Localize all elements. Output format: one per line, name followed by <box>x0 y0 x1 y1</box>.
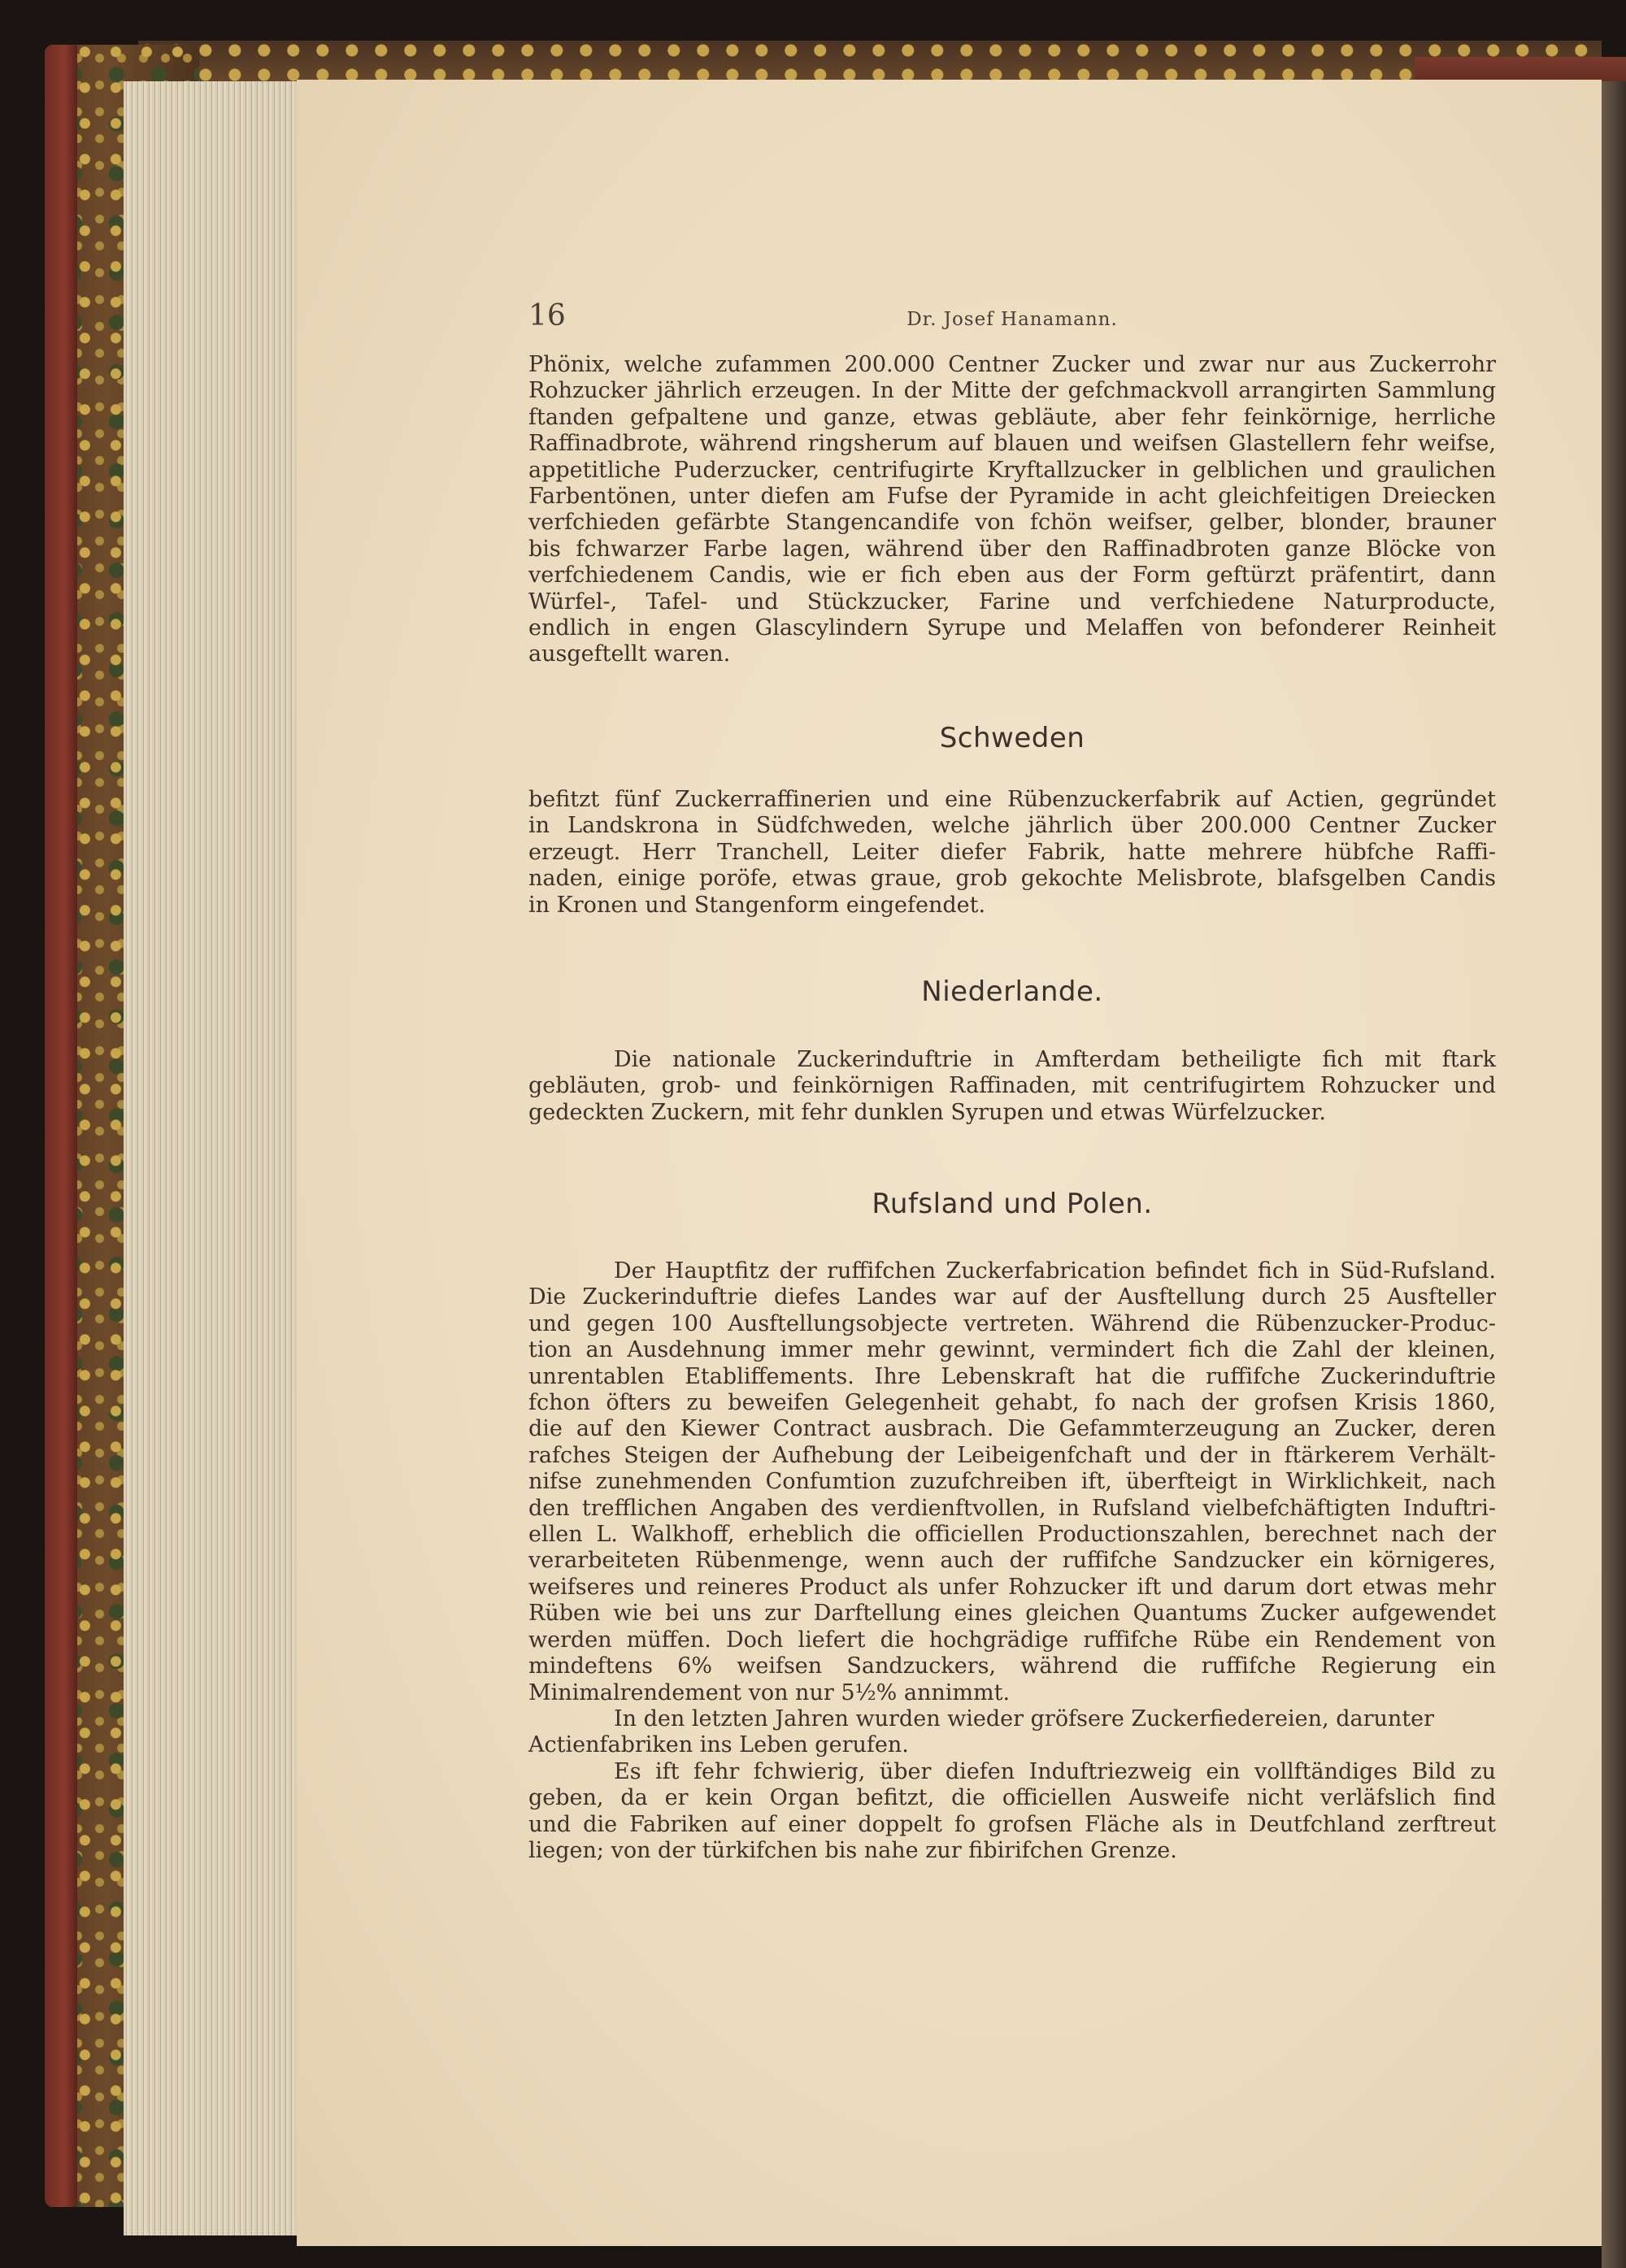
text-line: werden müffen. Doch liefert die hochgrädige ruffifche Rübe ein Rendement von <box>528 1627 1496 1653</box>
text-line: rafches Steigen der Aufhebung der Leibeigenfchaft und der in ftärkerem Verhält- <box>528 1442 1496 1468</box>
author-header: Dr. Josef Hanamann. <box>906 309 1118 330</box>
text-line: Minimalrendement von nur 5½% annimmt. <box>528 1679 1011 1705</box>
text-line: tion an Ausdehnung immer mehr gewinnt, vermindert fich die Zahl der kleinen, <box>528 1337 1496 1363</box>
text-line: verarbeiteten Rübenmenge, wenn auch der ruffifche Sandzucker ein körnigeres, <box>528 1548 1496 1574</box>
text-line: und gegen 100 Ausftellungsobjecte vertreten. Während die Rübenzucker-Produc- <box>528 1310 1496 1336</box>
text-line: Rüben wie bei uns zur Darftellung eines gleichen Quantums Zucker aufgewendet <box>528 1601 1496 1627</box>
text-line: fchon öfters zu beweifen Gelegenheit gehabt, fo nach der grofsen Krisis 1860, <box>528 1390 1496 1416</box>
text-line: endlich in engen Glascylindern Syrupe und Melaffen von befonderer Reinheit <box>528 615 1496 641</box>
text-line: Rohzucker jährlich erzeugen. In der Mitte der gefchmackvoll arrangirten Sammlung <box>528 378 1496 404</box>
text-line: Die Zuckerinduftrie diefes Landes war auf der Ausftellung durch 25 Ausfteller <box>528 1284 1496 1310</box>
text-line: geben, da er kein Organ befitzt, die officiellen Ausweife nicht verläfslich find <box>528 1785 1496 1811</box>
text-line: ellen L. Walkhoff, erheblich die officiellen Productionszahlen, berechnet nach der <box>528 1522 1496 1548</box>
text-line: ausgeftellt waren. <box>528 641 731 667</box>
text-line: gebläuten, grob- und feinkörnigen Raffinaden, mit centrifugirtem Rohzucker und <box>528 1073 1496 1099</box>
niederlande-paragraph <box>528 1047 1496 1126</box>
text-line: Der Hauptfitz der ruffifchen Zuckerfabrication befindet fich in Süd-Rufsland. <box>614 1258 1496 1284</box>
book-spine <box>45 45 77 2207</box>
schweden-paragraph <box>528 787 1496 919</box>
text-line: Die nationale Zuckerinduftrie in Amfterdam betheiligte fich mit ftark <box>614 1047 1496 1072</box>
book-page <box>297 80 1602 2246</box>
text-line: Würfel-, Tafel- und Stückzucker, Farine und verfchiedene Naturproducte, <box>528 589 1496 615</box>
text-line: nifse zunehmenden Confumtion zuzufchreiben ift, überfteigt in Wirklichkeit, nach <box>528 1469 1496 1495</box>
text-line: Raffinadbrote, während ringsherum auf blauen und weifsen Glastellern fehr weifse, <box>528 431 1496 457</box>
text-line: In den letzten Jahren wurden wieder gröfsere Zuckerfiedereien, darunter <box>614 1705 1435 1731</box>
text-line: bis fchwarzer Farbe lagen, während über den Raffinadbroten ganze Blöcke von <box>528 536 1496 562</box>
text-line: verfchieden gefärbte Stangencandife von fchön weifser, gelber, blonder, brauner <box>528 510 1496 536</box>
text-line: appetitliche Puderzucker, centrifugirte Kryftallzucker in gelblichen und graulichen <box>528 457 1496 483</box>
text-line: ftanden gefpaltene und ganze, etwas gebläute, aber fehr feinkörnige, herrliche <box>528 404 1496 430</box>
text-line: den trefflichen Angaben des verdienftvollen, in Rufsland vielbefchäftigten Induftri- <box>528 1495 1496 1521</box>
page-stack-edges <box>124 81 319 2235</box>
text-line: Actienfabriken ins Leben gerufen. <box>528 1732 909 1758</box>
text-line: in Kronen und Stangenform eingefendet. <box>528 892 986 918</box>
text-line: liegen; von der türkifchen bis nahe zur fibirifchen Grenze. <box>528 1837 1177 1863</box>
text-line: die auf den Kiewer Contract ausbrach. Die Gefammterzeugung an Zucker, deren <box>528 1416 1496 1442</box>
section-heading-schweden: Schweden <box>939 722 1085 754</box>
text-line: befitzt fünf Zuckerraffinerien und eine Rübenzuckerfabrik auf Actien, gegründet <box>528 787 1496 812</box>
section-heading-niederlande: Niederlande. <box>921 975 1103 1008</box>
russland-paragraph <box>528 1258 1496 1864</box>
text-line: verfchiedenem Candis, wie er fich eben aus der Form geftürzt präfentirt, dann <box>528 563 1496 589</box>
text-line: unrentablen Etabliffements. Ihre Lebenskraft hat die ruffifche Zuckerinduftrie <box>528 1363 1496 1389</box>
text-line: Es ift fehr fchwierig, über diefen Induftriezweig ein vollftändiges Bild zu <box>614 1758 1496 1784</box>
text-line: erzeugt. Herr Tranchell, Leiter diefer Fabrik, hatte mehrere hübfche Raffi- <box>528 839 1496 865</box>
section-heading-russland: Rufsland und Polen. <box>872 1188 1153 1220</box>
page-number: 16 <box>528 299 566 332</box>
text-line: Phönix, welche zufammen 200.000 Centner Zucker und zwar nur aus Zuckerrohr <box>528 352 1496 377</box>
text-line: naden, einige poröfe, etwas graue, grob gekochte Melisbrote, blafsgelben Candis <box>528 866 1496 892</box>
text-line: Farbentönen, unter diefen am Fufse der Pyramide in acht gleichfeitigen Dreiecken <box>528 484 1496 510</box>
running-head <box>528 299 1496 348</box>
text-line: in Landskrona in Südfchweden, welche jährlich über 200.000 Centner Zucker <box>528 813 1496 839</box>
intro-paragraph <box>528 352 1496 668</box>
text-line: gedeckten Zuckern, mit fehr dunklen Syrupen und etwas Würfelzucker. <box>528 1099 1326 1125</box>
text-line: weifseres und reineres Product als unfer Rohzucker ift und darum dort etwas mehr <box>528 1574 1496 1600</box>
text-line: und die Fabriken auf einer doppelt fo grofsen Fläche als in Deutfchland zerftreut <box>528 1811 1496 1837</box>
book-right-edge <box>1602 81 1626 2268</box>
text-line: mindeftens 6% weifsen Sandzuckers, während die ruffifche Regierung ein <box>528 1653 1496 1679</box>
